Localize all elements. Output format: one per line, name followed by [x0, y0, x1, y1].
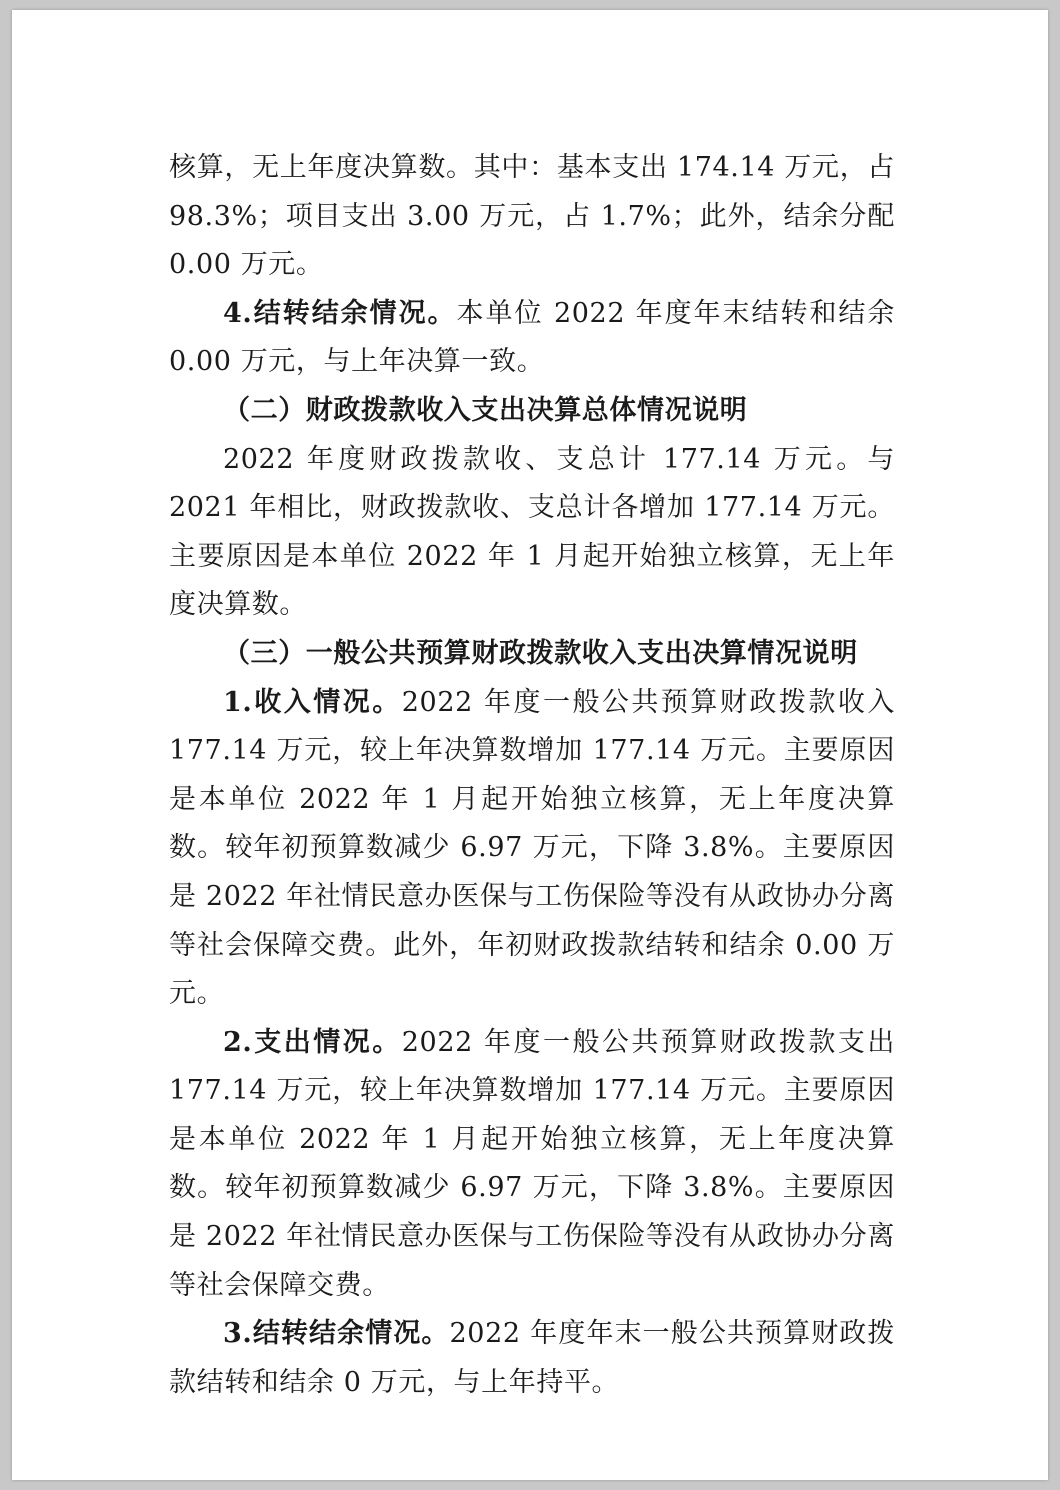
paragraph-fiscal-overview — [169, 436, 895, 630]
paragraph-carryover-balance — [169, 290, 895, 387]
paragraph-text: 核算，无上年度决算数。其中：基本支出 174.14 万元，占 98.3%；项目支出 3.00 万元，占 1.7%；此外，结余分配 0.00 万元。 — [169, 152, 895, 281]
paragraph-lead: 2.支出情况。 — [223, 1026, 402, 1058]
paragraph-text: 本单位 2022 年度年末结转和结余 0.00 万元，与上年决算一致。 — [169, 297, 895, 378]
paragraph-expenditure-continuation — [169, 144, 895, 290]
paragraph-lead: 3.结转结余情况。 — [223, 1318, 450, 1350]
paragraph-expenditure — [169, 1019, 895, 1311]
paragraph-text: 2022 年度财政拨款收、支总计 177.14 万元。与 2021 年相比，财政拨款收、支总计各增加 177.14 万元。主要原因是本单位 2022 年 1 月起开始独立核算，无上年度决算数。 — [169, 443, 895, 621]
paragraph-text: 2022 年度一般公共预算财政拨款支出 177.14 万元，较上年决算数增加 177.14 万元。主要原因是本单位 2022 年 1 月起开始独立核算，无上年度决算数。较年初预算数减少 6.97 万元，下降 3.8%。主要原因是 2022 年社情民意办医保与工伤保险等没有从政协办分离等社会保障交费。 — [169, 1026, 895, 1301]
paragraph-lead: 1.收入情况。 — [223, 686, 402, 718]
paragraph-general-carryover — [169, 1310, 895, 1407]
paragraph-text: 2022 年度一般公共预算财政拨款收入 177.14 万元，较上年决算数增加 177.14 万元。主要原因是本单位 2022 年 1 月起开始独立核算，无上年度决算数。较年初预算数减少 6.97 万元，下降 3.8%。主要原因是 2022 年社情民意办医保与工伤保险等没有从政协办分离等社会保障交费。此外，年初财政拨款结转和结余 0.00 万元。 — [169, 686, 895, 1010]
paragraph-lead: 4.结转结余情况。 — [223, 297, 457, 329]
paragraph-text: 2022 年度年末一般公共预算财政拨款结转和结余 0 万元，与上年持平。 — [169, 1318, 895, 1398]
section-heading-general-budget: （三）一般公共预算财政拨款收入支出决算情况说明 — [223, 637, 858, 669]
document-body — [169, 144, 895, 1407]
paragraph-income — [169, 679, 895, 1019]
document-page — [12, 10, 1048, 1480]
section-heading-fiscal-overview: （二）财政拨款收入支出决算总体情况说明 — [223, 394, 748, 426]
